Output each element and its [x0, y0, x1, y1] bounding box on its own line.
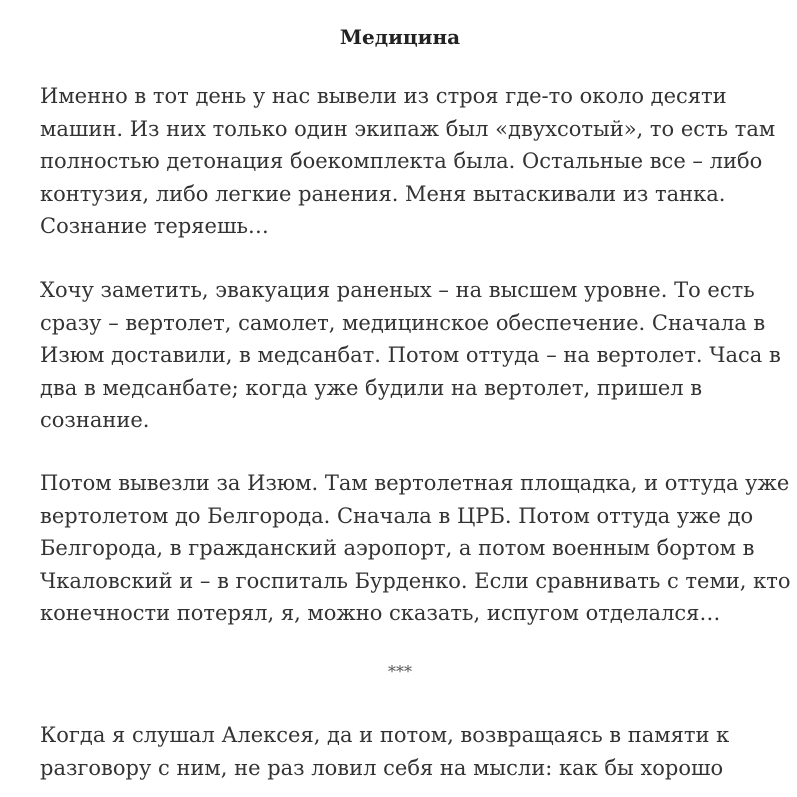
paragraph-line: сразу – вертолет, самолет, медицинское обеспечение. Сначала в [40, 310, 766, 335]
paragraph-line: разговору с ним, не раз ловил себя на мысли: как бы хорошо [40, 755, 724, 780]
paragraph-line: Изюм доставили, в медсанбат. Потом оттуда – на вертолет. Часа в [40, 343, 781, 367]
paragraph-2 [40, 274, 781, 437]
paragraph-line: контузия, либо легкие ранения. Меня вытаскивали из танка. [40, 181, 726, 206]
paragraph-line: Когда я слушал Алексея, да и потом, возвращаясь в памяти к [40, 723, 730, 747]
paragraph-line: Чкаловский и – в госпиталь Бурденко. Если сравнивать с теми, кто [40, 568, 791, 593]
paragraph-line: два в медсанбате; когда уже будили на вертолет, пришел в [40, 375, 703, 400]
paragraph-line: Именно в тот день у нас вывели из строя где-то около десяти [40, 84, 727, 108]
paragraph-3 [40, 467, 791, 630]
paragraph-1 [40, 80, 776, 243]
paragraph-line: конечности потерял, я, можно сказать, испугом отделался… [40, 601, 721, 625]
paragraph-line: Хочу заметить, эвакуация раненых – на высшем уровне. То есть [40, 278, 755, 302]
paragraph-line: вертолетом до Белгорода. Сначала в ЦРБ. Потом оттуда уже до [40, 503, 754, 528]
section-heading: Медицина [339, 25, 461, 49]
paragraph-4 [40, 719, 760, 784]
paragraph-line: Белгорода, в гражданский аэропорт, а потом военным бортом в [40, 536, 755, 560]
paragraph-line: полностью детонация боекомплекта была. Остальные все – либо [40, 149, 763, 173]
paragraph-line: сознание. [40, 408, 150, 432]
paragraph-line: Сознание теряешь… [40, 214, 269, 238]
paragraph-line: машин. Из них только один экипаж был «двухсотый», то есть там [40, 116, 776, 141]
paragraph-line: Потом вывезли за Изюм. Там вертолетная площадка, и оттуда уже [40, 471, 790, 495]
section-separator: *** [388, 662, 412, 681]
